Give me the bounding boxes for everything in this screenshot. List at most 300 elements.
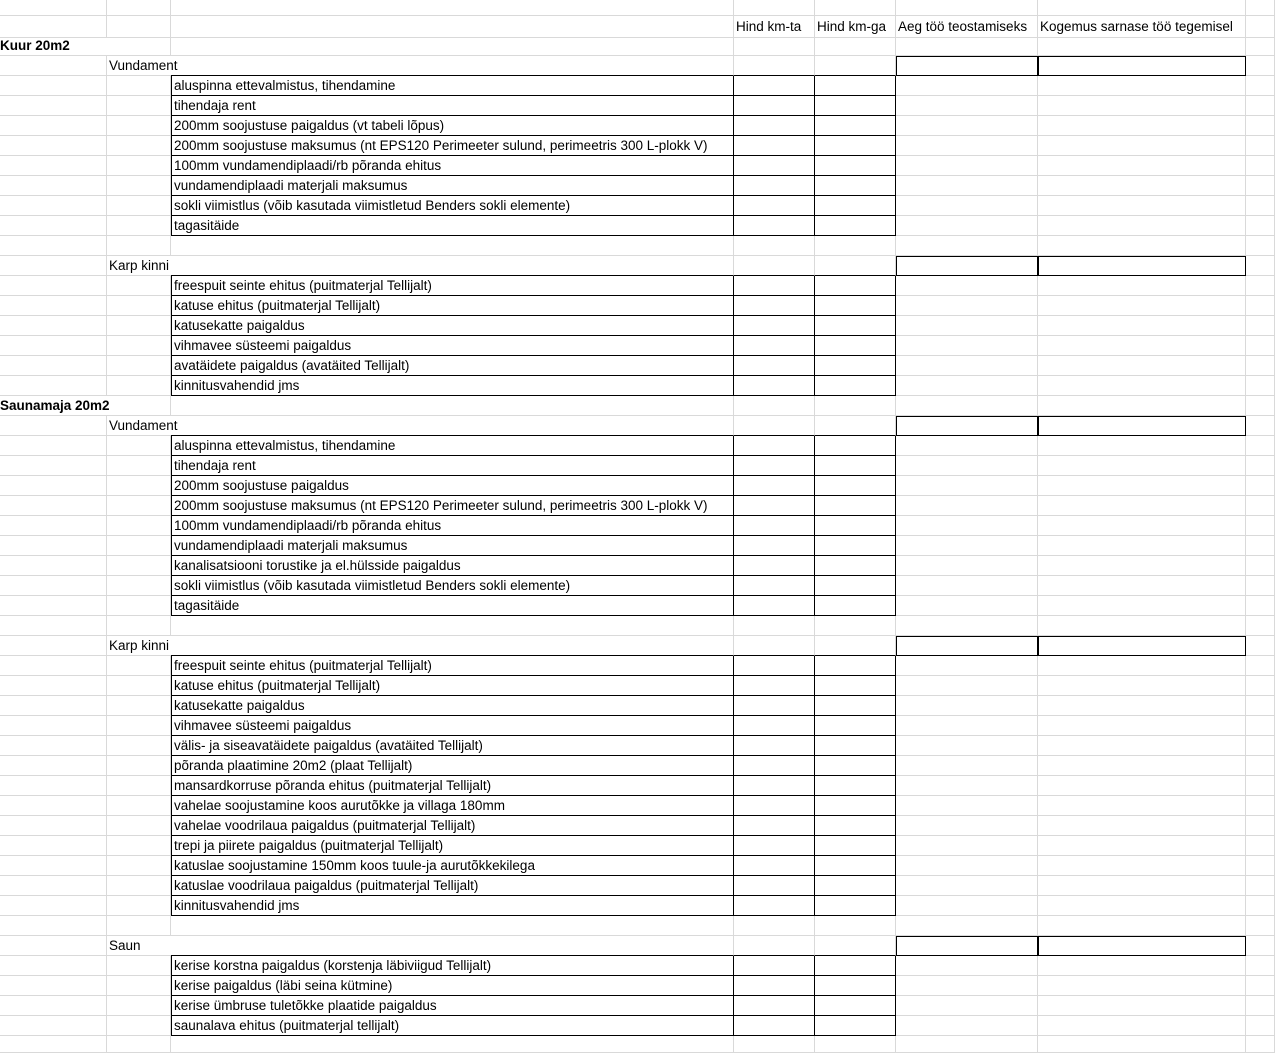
grid-cell[interactable] xyxy=(896,736,1038,756)
grid-cell[interactable] xyxy=(107,296,171,316)
price-inc-vat-input[interactable] xyxy=(815,136,896,156)
grid-cell[interactable] xyxy=(1038,456,1246,476)
time-input-cell[interactable] xyxy=(896,416,1038,436)
grid-cell[interactable] xyxy=(1246,796,1275,816)
grid-cell[interactable] xyxy=(107,796,171,816)
grid-cell[interactable] xyxy=(0,1036,107,1053)
grid-cell[interactable] xyxy=(107,716,171,736)
grid-cell[interactable] xyxy=(107,596,171,616)
grid-cell[interactable] xyxy=(107,276,171,296)
grid-cell[interactable] xyxy=(107,76,171,96)
grid-cell[interactable] xyxy=(1246,296,1275,316)
grid-cell[interactable] xyxy=(896,676,1038,696)
grid-cell[interactable] xyxy=(1246,656,1275,676)
grid-cell[interactable] xyxy=(734,56,815,76)
grid-cell[interactable] xyxy=(1246,516,1275,536)
grid-cell[interactable] xyxy=(1038,656,1246,676)
grid-cell[interactable] xyxy=(734,916,815,936)
grid-cell[interactable] xyxy=(896,796,1038,816)
column-header-price-inc-vat[interactable]: Hind km-ga xyxy=(815,16,896,38)
price-inc-vat-input[interactable] xyxy=(815,976,896,996)
grid-cell[interactable] xyxy=(1246,616,1275,636)
price-inc-vat-input[interactable] xyxy=(815,656,896,676)
grid-cell[interactable] xyxy=(1246,316,1275,336)
price-inc-vat-input[interactable] xyxy=(815,216,896,236)
price-ex-vat-input[interactable] xyxy=(734,836,815,856)
price-ex-vat-input[interactable] xyxy=(734,696,815,716)
grid-cell[interactable] xyxy=(1038,996,1246,1016)
grid-cell[interactable] xyxy=(1038,916,1246,936)
grid-cell[interactable] xyxy=(734,36,815,56)
price-ex-vat-input[interactable] xyxy=(734,876,815,896)
experience-input-cell[interactable] xyxy=(1038,416,1246,436)
grid-cell[interactable] xyxy=(1038,556,1246,576)
grid-cell[interactable] xyxy=(1246,336,1275,356)
price-inc-vat-input[interactable] xyxy=(815,176,896,196)
grid-cell[interactable] xyxy=(896,916,1038,936)
price-ex-vat-input[interactable] xyxy=(734,336,815,356)
grid-cell[interactable] xyxy=(1246,416,1275,436)
grid-cell[interactable] xyxy=(896,116,1038,136)
grid-cell[interactable] xyxy=(1038,616,1246,636)
grid-cell[interactable] xyxy=(0,716,107,736)
price-inc-vat-input[interactable] xyxy=(815,956,896,976)
grid-cell[interactable] xyxy=(107,476,171,496)
grid-cell[interactable] xyxy=(0,976,107,996)
grid-cell[interactable] xyxy=(1246,556,1275,576)
grid-cell[interactable] xyxy=(896,396,1038,416)
grid-cell[interactable] xyxy=(1038,116,1246,136)
price-ex-vat-input[interactable] xyxy=(734,276,815,296)
grid-cell[interactable] xyxy=(1246,896,1275,916)
grid-cell[interactable] xyxy=(0,676,107,696)
grid-cell[interactable] xyxy=(171,236,734,256)
grid-cell[interactable] xyxy=(1038,776,1246,796)
grid-cell[interactable] xyxy=(896,296,1038,316)
grid-cell[interactable] xyxy=(107,736,171,756)
grid-cell[interactable] xyxy=(1038,376,1246,396)
grid-cell[interactable] xyxy=(1246,916,1275,936)
price-ex-vat-input[interactable] xyxy=(734,656,815,676)
column-header-experience[interactable]: Kogemus sarnase töö tegemisel xyxy=(1038,16,1246,38)
grid-cell[interactable] xyxy=(0,196,107,216)
price-ex-vat-input[interactable] xyxy=(734,756,815,776)
grid-cell[interactable] xyxy=(0,276,107,296)
price-ex-vat-input[interactable] xyxy=(734,776,815,796)
grid-cell[interactable] xyxy=(171,916,734,936)
grid-cell[interactable] xyxy=(0,516,107,536)
grid-cell[interactable] xyxy=(815,616,896,636)
grid-cell[interactable] xyxy=(1246,156,1275,176)
price-ex-vat-input[interactable] xyxy=(734,116,815,136)
grid-cell[interactable] xyxy=(896,356,1038,376)
grid-cell[interactable] xyxy=(1038,476,1246,496)
grid-cell[interactable] xyxy=(1246,276,1275,296)
grid-cell[interactable] xyxy=(0,936,107,956)
price-ex-vat-input[interactable] xyxy=(734,156,815,176)
grid-cell[interactable] xyxy=(896,576,1038,596)
grid-cell[interactable] xyxy=(1038,36,1246,56)
price-ex-vat-input[interactable] xyxy=(734,136,815,156)
grid-cell[interactable] xyxy=(0,876,107,896)
grid-cell[interactable] xyxy=(171,396,734,416)
grid-cell[interactable] xyxy=(896,376,1038,396)
price-ex-vat-input[interactable] xyxy=(734,496,815,516)
grid-cell[interactable] xyxy=(1038,596,1246,616)
grid-cell[interactable] xyxy=(1038,876,1246,896)
grid-cell[interactable] xyxy=(1038,176,1246,196)
grid-cell[interactable] xyxy=(896,516,1038,536)
grid-cell[interactable] xyxy=(1246,456,1275,476)
grid-cell[interactable] xyxy=(1246,236,1275,256)
time-input-cell[interactable] xyxy=(896,936,1038,956)
grid-cell[interactable] xyxy=(0,576,107,596)
grid-cell[interactable] xyxy=(107,956,171,976)
grid-cell[interactable] xyxy=(896,496,1038,516)
grid-cell[interactable] xyxy=(1246,976,1275,996)
grid-cell[interactable] xyxy=(896,476,1038,496)
grid-cell[interactable] xyxy=(1246,56,1275,76)
grid-cell[interactable] xyxy=(107,216,171,236)
grid-cell[interactable] xyxy=(896,956,1038,976)
grid-cell[interactable] xyxy=(1246,176,1275,196)
grid-cell[interactable] xyxy=(1246,356,1275,376)
grid-cell[interactable] xyxy=(1246,576,1275,596)
price-ex-vat-input[interactable] xyxy=(734,596,815,616)
grid-cell[interactable] xyxy=(0,696,107,716)
grid-cell[interactable] xyxy=(107,976,171,996)
grid-cell[interactable] xyxy=(1038,536,1246,556)
grid-cell[interactable] xyxy=(1038,0,1246,16)
grid-cell[interactable] xyxy=(896,316,1038,336)
grid-cell[interactable] xyxy=(1038,436,1246,456)
grid-cell[interactable] xyxy=(107,356,171,376)
time-input-cell[interactable] xyxy=(896,636,1038,656)
time-input-cell[interactable] xyxy=(896,56,1038,76)
grid-cell[interactable] xyxy=(107,236,171,256)
grid-cell[interactable] xyxy=(1038,196,1246,216)
grid-cell[interactable] xyxy=(1038,316,1246,336)
grid-cell[interactable] xyxy=(734,236,815,256)
price-inc-vat-input[interactable] xyxy=(815,716,896,736)
grid-cell[interactable] xyxy=(171,0,734,16)
grid-cell[interactable] xyxy=(0,536,107,556)
grid-cell[interactable] xyxy=(896,776,1038,796)
grid-cell[interactable] xyxy=(107,436,171,456)
grid-cell[interactable] xyxy=(1038,136,1246,156)
grid-cell[interactable] xyxy=(107,1036,171,1053)
grid-cell[interactable] xyxy=(1246,436,1275,456)
price-inc-vat-input[interactable] xyxy=(815,836,896,856)
grid-cell[interactable] xyxy=(0,596,107,616)
grid-cell[interactable] xyxy=(1246,1036,1275,1053)
price-ex-vat-input[interactable] xyxy=(734,796,815,816)
grid-cell[interactable] xyxy=(171,16,734,38)
price-ex-vat-input[interactable] xyxy=(734,296,815,316)
time-input-cell[interactable] xyxy=(896,256,1038,276)
grid-cell[interactable] xyxy=(107,896,171,916)
grid-cell[interactable] xyxy=(896,656,1038,676)
price-ex-vat-input[interactable] xyxy=(734,976,815,996)
grid-cell[interactable] xyxy=(1038,1016,1246,1036)
grid-cell[interactable] xyxy=(0,756,107,776)
grid-cell[interactable] xyxy=(1038,696,1246,716)
grid-cell[interactable] xyxy=(896,896,1038,916)
grid-cell[interactable] xyxy=(1038,576,1246,596)
grid-cell[interactable] xyxy=(0,156,107,176)
grid-cell[interactable] xyxy=(815,636,896,656)
price-inc-vat-input[interactable] xyxy=(815,436,896,456)
grid-cell[interactable] xyxy=(1246,996,1275,1016)
grid-cell[interactable] xyxy=(896,336,1038,356)
grid-cell[interactable] xyxy=(815,56,896,76)
grid-cell[interactable] xyxy=(0,896,107,916)
grid-cell[interactable] xyxy=(815,1036,896,1053)
grid-cell[interactable] xyxy=(734,636,815,656)
price-inc-vat-input[interactable] xyxy=(815,696,896,716)
grid-cell[interactable] xyxy=(734,1036,815,1053)
grid-cell[interactable] xyxy=(0,356,107,376)
grid-cell[interactable] xyxy=(896,596,1038,616)
grid-cell[interactable] xyxy=(0,556,107,576)
grid-cell[interactable] xyxy=(815,916,896,936)
grid-cell[interactable] xyxy=(896,836,1038,856)
grid-cell[interactable] xyxy=(171,936,734,956)
price-inc-vat-input[interactable] xyxy=(815,456,896,476)
grid-cell[interactable] xyxy=(1038,216,1246,236)
grid-cell[interactable] xyxy=(107,816,171,836)
grid-cell[interactable] xyxy=(107,776,171,796)
grid-cell[interactable] xyxy=(0,316,107,336)
grid-cell[interactable] xyxy=(0,216,107,236)
price-ex-vat-input[interactable] xyxy=(734,316,815,336)
grid-cell[interactable] xyxy=(0,956,107,976)
grid-cell[interactable] xyxy=(1246,716,1275,736)
grid-cell[interactable] xyxy=(107,136,171,156)
price-ex-vat-input[interactable] xyxy=(734,516,815,536)
experience-input-cell[interactable] xyxy=(1038,256,1246,276)
price-ex-vat-input[interactable] xyxy=(734,896,815,916)
grid-cell[interactable] xyxy=(171,416,734,436)
grid-cell[interactable] xyxy=(1246,376,1275,396)
grid-cell[interactable] xyxy=(1246,936,1275,956)
price-ex-vat-input[interactable] xyxy=(734,436,815,456)
column-header-price-ex-vat[interactable]: Hind km-ta xyxy=(734,16,815,38)
grid-cell[interactable] xyxy=(896,96,1038,116)
grid-cell[interactable] xyxy=(815,0,896,16)
grid-cell[interactable] xyxy=(1246,676,1275,696)
grid-cell[interactable] xyxy=(896,216,1038,236)
price-inc-vat-input[interactable] xyxy=(815,76,896,96)
price-inc-vat-input[interactable] xyxy=(815,276,896,296)
grid-cell[interactable] xyxy=(107,836,171,856)
grid-cell[interactable] xyxy=(1038,716,1246,736)
grid-cell[interactable] xyxy=(896,156,1038,176)
price-ex-vat-input[interactable] xyxy=(734,996,815,1016)
grid-cell[interactable] xyxy=(0,16,107,38)
grid-cell[interactable] xyxy=(1246,836,1275,856)
grid-cell[interactable] xyxy=(1038,756,1246,776)
grid-cell[interactable] xyxy=(107,16,171,38)
grid-cell[interactable] xyxy=(1246,956,1275,976)
price-ex-vat-input[interactable] xyxy=(734,376,815,396)
grid-cell[interactable] xyxy=(1246,76,1275,96)
experience-input-cell[interactable] xyxy=(1038,936,1246,956)
grid-cell[interactable] xyxy=(896,436,1038,456)
price-ex-vat-input[interactable] xyxy=(734,556,815,576)
grid-cell[interactable] xyxy=(107,996,171,1016)
grid-cell[interactable] xyxy=(0,996,107,1016)
grid-cell[interactable] xyxy=(107,0,171,16)
grid-cell[interactable] xyxy=(107,156,171,176)
grid-cell[interactable] xyxy=(1038,1036,1246,1053)
price-inc-vat-input[interactable] xyxy=(815,876,896,896)
grid-cell[interactable] xyxy=(1038,736,1246,756)
price-inc-vat-input[interactable] xyxy=(815,356,896,376)
grid-cell[interactable] xyxy=(896,996,1038,1016)
grid-cell[interactable] xyxy=(734,936,815,956)
grid-cell[interactable] xyxy=(0,436,107,456)
grid-cell[interactable] xyxy=(171,1036,734,1053)
grid-cell[interactable] xyxy=(1246,196,1275,216)
column-header-time[interactable]: Aeg töö teostamiseks xyxy=(896,16,1038,38)
grid-cell[interactable] xyxy=(107,196,171,216)
price-inc-vat-input[interactable] xyxy=(815,1016,896,1036)
grid-cell[interactable] xyxy=(1246,776,1275,796)
grid-cell[interactable] xyxy=(107,396,171,416)
grid-cell[interactable] xyxy=(107,1016,171,1036)
grid-cell[interactable] xyxy=(0,796,107,816)
grid-cell[interactable] xyxy=(1038,296,1246,316)
price-inc-vat-input[interactable] xyxy=(815,516,896,536)
price-ex-vat-input[interactable] xyxy=(734,456,815,476)
grid-cell[interactable] xyxy=(107,616,171,636)
grid-cell[interactable] xyxy=(896,876,1038,896)
price-inc-vat-input[interactable] xyxy=(815,96,896,116)
grid-cell[interactable] xyxy=(896,196,1038,216)
grid-cell[interactable] xyxy=(1246,36,1275,56)
grid-cell[interactable] xyxy=(0,136,107,156)
price-ex-vat-input[interactable] xyxy=(734,196,815,216)
price-ex-vat-input[interactable] xyxy=(734,356,815,376)
grid-cell[interactable] xyxy=(171,256,734,276)
price-inc-vat-input[interactable] xyxy=(815,496,896,516)
grid-cell[interactable] xyxy=(107,656,171,676)
grid-cell[interactable] xyxy=(896,716,1038,736)
grid-cell[interactable] xyxy=(0,496,107,516)
grid-cell[interactable] xyxy=(0,656,107,676)
grid-cell[interactable] xyxy=(1038,276,1246,296)
grid-cell[interactable] xyxy=(896,236,1038,256)
grid-cell[interactable] xyxy=(815,936,896,956)
grid-cell[interactable] xyxy=(107,336,171,356)
grid-cell[interactable] xyxy=(0,116,107,136)
grid-cell[interactable] xyxy=(1038,816,1246,836)
grid-cell[interactable] xyxy=(734,396,815,416)
price-ex-vat-input[interactable] xyxy=(734,76,815,96)
price-inc-vat-input[interactable] xyxy=(815,856,896,876)
grid-cell[interactable] xyxy=(1246,876,1275,896)
grid-cell[interactable] xyxy=(0,856,107,876)
grid-cell[interactable] xyxy=(1246,636,1275,656)
price-inc-vat-input[interactable] xyxy=(815,476,896,496)
price-inc-vat-input[interactable] xyxy=(815,336,896,356)
price-ex-vat-input[interactable] xyxy=(734,856,815,876)
grid-cell[interactable] xyxy=(0,416,107,436)
grid-cell[interactable] xyxy=(0,636,107,656)
grid-cell[interactable] xyxy=(0,176,107,196)
price-inc-vat-input[interactable] xyxy=(815,756,896,776)
grid-cell[interactable] xyxy=(1246,396,1275,416)
grid-cell[interactable] xyxy=(1246,216,1275,236)
grid-cell[interactable] xyxy=(1246,496,1275,516)
price-ex-vat-input[interactable] xyxy=(734,816,815,836)
price-ex-vat-input[interactable] xyxy=(734,96,815,116)
price-inc-vat-input[interactable] xyxy=(815,596,896,616)
price-inc-vat-input[interactable] xyxy=(815,156,896,176)
grid-cell[interactable] xyxy=(896,536,1038,556)
grid-cell[interactable] xyxy=(0,76,107,96)
grid-cell[interactable] xyxy=(107,96,171,116)
grid-cell[interactable] xyxy=(107,756,171,776)
grid-cell[interactable] xyxy=(107,536,171,556)
price-ex-vat-input[interactable] xyxy=(734,676,815,696)
grid-cell[interactable] xyxy=(1246,476,1275,496)
grid-cell[interactable] xyxy=(1246,736,1275,756)
grid-cell[interactable] xyxy=(0,916,107,936)
grid-cell[interactable] xyxy=(1038,156,1246,176)
price-inc-vat-input[interactable] xyxy=(815,196,896,216)
grid-cell[interactable] xyxy=(1038,796,1246,816)
grid-cell[interactable] xyxy=(734,616,815,636)
price-inc-vat-input[interactable] xyxy=(815,736,896,756)
grid-cell[interactable] xyxy=(1038,356,1246,376)
grid-cell[interactable] xyxy=(171,36,734,56)
grid-cell[interactable] xyxy=(107,516,171,536)
grid-cell[interactable] xyxy=(0,96,107,116)
grid-cell[interactable] xyxy=(0,256,107,276)
grid-cell[interactable] xyxy=(896,756,1038,776)
grid-cell[interactable] xyxy=(896,616,1038,636)
price-ex-vat-input[interactable] xyxy=(734,716,815,736)
price-inc-vat-input[interactable] xyxy=(815,316,896,336)
grid-cell[interactable] xyxy=(1038,976,1246,996)
grid-cell[interactable] xyxy=(107,556,171,576)
grid-cell[interactable] xyxy=(107,456,171,476)
grid-cell[interactable] xyxy=(896,136,1038,156)
grid-cell[interactable] xyxy=(1246,96,1275,116)
grid-cell[interactable] xyxy=(107,116,171,136)
grid-cell[interactable] xyxy=(1246,256,1275,276)
grid-cell[interactable] xyxy=(1038,336,1246,356)
price-inc-vat-input[interactable] xyxy=(815,116,896,136)
grid-cell[interactable] xyxy=(0,376,107,396)
grid-cell[interactable] xyxy=(0,476,107,496)
grid-cell[interactable] xyxy=(107,696,171,716)
price-inc-vat-input[interactable] xyxy=(815,296,896,316)
grid-cell[interactable] xyxy=(0,836,107,856)
grid-cell[interactable] xyxy=(1038,516,1246,536)
grid-cell[interactable] xyxy=(0,0,107,16)
price-ex-vat-input[interactable] xyxy=(734,736,815,756)
grid-cell[interactable] xyxy=(1246,136,1275,156)
grid-cell[interactable] xyxy=(1038,496,1246,516)
grid-cell[interactable] xyxy=(0,736,107,756)
grid-cell[interactable] xyxy=(1038,396,1246,416)
grid-cell[interactable] xyxy=(107,876,171,896)
grid-cell[interactable] xyxy=(734,256,815,276)
price-inc-vat-input[interactable] xyxy=(815,536,896,556)
